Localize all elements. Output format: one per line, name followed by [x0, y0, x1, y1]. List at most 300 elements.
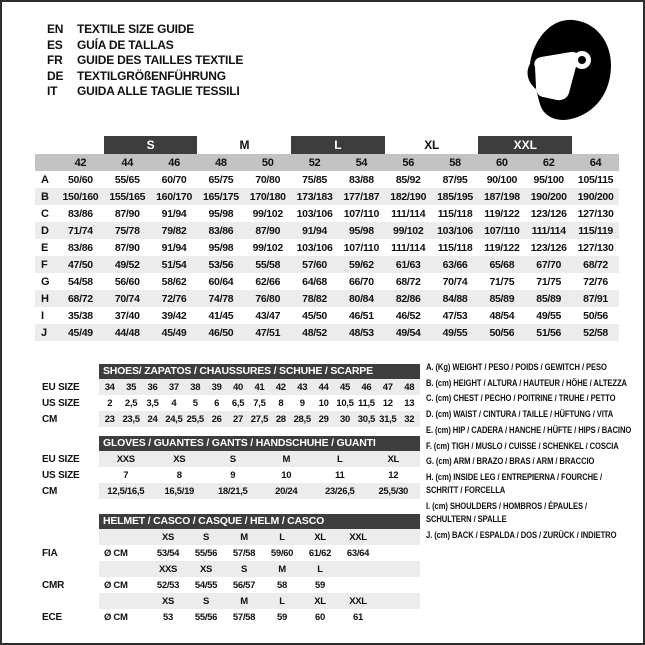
- racing-helmet-icon: [521, 17, 614, 124]
- value-cell: 38: [185, 379, 206, 395]
- helmet-size-table: [35, 529, 420, 625]
- size-cell: XXL: [339, 593, 377, 609]
- value-cell: 62/66: [255, 275, 281, 288]
- legend-item-line: F. (cm) TIGH / MUSLO / CUISSE / SCHENKEL / COSCIA: [426, 440, 619, 452]
- value-cell: 63/64: [346, 547, 370, 559]
- standard-label: CMR: [42, 579, 65, 591]
- value-cell: 7,5: [253, 397, 266, 409]
- row-label: [35, 529, 99, 545]
- value-cell: 26: [206, 411, 227, 427]
- value-cell: 76/80: [244, 290, 291, 307]
- value-cell: 46/50: [197, 324, 244, 341]
- measurement-row: [35, 188, 619, 205]
- size-cell: 56: [385, 154, 432, 171]
- language-row: [47, 38, 243, 54]
- value-cell: 27,5: [249, 411, 270, 427]
- filler-cell: [377, 561, 420, 577]
- size-row: [35, 379, 420, 395]
- language-title: TEXTILGRÖßENFÜHRUNG: [77, 68, 226, 83]
- value-cell: 48/52: [291, 324, 338, 341]
- helmet-section-title: HELMET / CASCO / CASQUE / HELM / CASCO: [99, 514, 420, 529]
- value-cell: 49/54: [385, 324, 432, 341]
- value-cell: 91/94: [161, 241, 187, 254]
- value-cell: 87/91: [572, 290, 619, 307]
- row-label: EU SIZE: [42, 381, 80, 393]
- gloves-section: [35, 436, 420, 499]
- value-cell: 8: [176, 469, 182, 481]
- language-title: GUIDA ALLE TAGLIE TESSILI: [77, 84, 240, 98]
- value-cell: 119/122: [484, 241, 520, 254]
- value-cell: 99/102: [252, 207, 283, 220]
- value-cell: 24: [142, 411, 163, 427]
- value-cell: 70/74: [442, 275, 468, 288]
- row-label: US SIZE: [42, 397, 80, 409]
- value-cell: 45/50: [302, 309, 327, 322]
- value-cell: 83/88: [348, 173, 374, 186]
- size-cell: 48: [197, 154, 244, 171]
- value-cell: 44: [313, 379, 334, 395]
- legend-item-line: E. (cm) HIP / CADERA / HANCHE / HÜFTE / HIPS / BACINO: [426, 424, 632, 436]
- value-cell: 83/86: [68, 241, 93, 254]
- value-cell: 85/89: [478, 290, 525, 307]
- value-cell: 11: [335, 469, 345, 481]
- value-cell: 34: [99, 379, 120, 395]
- helmet-values-row: [35, 609, 420, 625]
- size-row-spacer: [35, 154, 57, 171]
- value-cell: 12: [382, 397, 393, 409]
- value-cell: 59/62: [338, 256, 385, 273]
- value-cell: 29: [313, 411, 334, 427]
- value-cell: 99/102: [252, 241, 283, 254]
- value-cell: 4: [171, 397, 177, 409]
- value-cell: 67/70: [525, 256, 572, 273]
- value-cell: 32: [398, 411, 420, 427]
- language-row: [47, 84, 243, 100]
- value-cell: 60: [315, 611, 325, 623]
- value-cell: 50/56: [478, 324, 525, 341]
- size-cell: XXL: [339, 529, 377, 545]
- value-cell: 51/54: [151, 256, 198, 273]
- filler-cell: [377, 609, 420, 625]
- value-cell: 55/58: [244, 256, 291, 273]
- value-cell: 9: [299, 397, 305, 409]
- value-cell: 111/114: [391, 241, 426, 254]
- value-cell: 115/118: [437, 207, 473, 220]
- row-label: CM: [42, 413, 58, 425]
- value-cell: 16,5/19: [153, 483, 207, 499]
- value-cell: 23,5: [120, 411, 141, 427]
- filler-cell: [377, 529, 420, 545]
- size-group-spacer: [572, 135, 619, 154]
- language-title: GUIDE DES TAILLES TEXTILE: [77, 53, 244, 67]
- language-code: FR: [47, 53, 63, 67]
- legend-item: [426, 408, 642, 421]
- value-cell: 48: [398, 379, 420, 395]
- size-row: [35, 395, 420, 411]
- size-cell: XS: [149, 529, 187, 545]
- size-cell: 60: [478, 154, 525, 171]
- value-cell: 46/51: [348, 309, 374, 322]
- value-cell: L: [313, 451, 367, 467]
- size-group-cell: [478, 135, 572, 154]
- value-cell: 71/75: [489, 275, 515, 288]
- size-cell: XS: [149, 593, 187, 609]
- legend-item-line: B. (cm) HEIGHT / ALTURA / HAUTEUR / HÖHE / ALTEZZA: [426, 377, 627, 389]
- value-cell: 30: [334, 411, 355, 427]
- value-cell: 90/100: [486, 173, 518, 186]
- legend-item-line: SCHRITT / FORCELLA: [426, 485, 506, 497]
- value-cell: 2: [107, 397, 113, 409]
- value-cell: 54/55: [194, 579, 218, 591]
- value-cell: 173/183: [291, 188, 338, 205]
- value-cell: 55/56: [194, 547, 218, 559]
- value-cell: 95/98: [208, 241, 234, 254]
- size-cell: 42: [57, 154, 104, 171]
- value-cell: 50/60: [68, 173, 93, 186]
- value-cell: 20/24: [260, 483, 314, 499]
- value-cell: 115/118: [437, 241, 473, 254]
- helmet-sizes-row: [35, 561, 420, 577]
- helmet-sizes-row: [35, 593, 420, 609]
- value-cell: 59/60: [270, 547, 294, 559]
- value-cell: 47: [377, 379, 398, 395]
- legend-item: [426, 455, 642, 468]
- value-cell: 187/198: [478, 188, 525, 205]
- size-cell: [339, 561, 377, 577]
- value-cell: 42: [270, 379, 291, 395]
- value-cell: 66/70: [348, 275, 374, 288]
- measurement-row: [35, 324, 619, 341]
- legend-item: [426, 440, 642, 453]
- value-cell: 115/119: [572, 222, 619, 239]
- size-cell: 54: [338, 154, 385, 171]
- language-row: [47, 69, 243, 85]
- value-cell: 85/89: [525, 290, 572, 307]
- unit-cell: Ø CM: [104, 611, 128, 623]
- value-cell: 45: [334, 379, 355, 395]
- size-number-row: [35, 154, 619, 171]
- legend-item: [426, 500, 642, 526]
- value-cell: 105/115: [577, 173, 614, 186]
- value-cell: 5: [192, 397, 198, 409]
- language-row: [47, 22, 243, 38]
- value-cell: 177/187: [338, 188, 385, 205]
- measurement-row: [35, 222, 619, 239]
- value-cell: 49/55: [536, 309, 562, 322]
- legend-item-line: D. (cm) WAIST / CINTURA / TAILLE / HÜFTUNG / VITA: [426, 409, 614, 421]
- size-row: [35, 451, 420, 467]
- value-cell: 44/48: [104, 324, 151, 341]
- value-cell: 87/95: [442, 173, 468, 186]
- size-cell: M: [225, 529, 263, 545]
- helmet-values-row: [35, 577, 420, 593]
- unit-cell: Ø CM: [104, 547, 128, 559]
- filler-cell: [377, 577, 420, 593]
- value-cell: 95/98: [338, 222, 385, 239]
- value-cell: 71/75: [536, 275, 562, 288]
- helmet-values-row: [35, 545, 420, 561]
- value-cell: 6: [214, 397, 220, 409]
- value-cell: 95/98: [208, 207, 234, 220]
- unit-cell: Ø CM: [104, 579, 128, 591]
- value-cell: 59: [277, 611, 287, 623]
- value-cell: 70/74: [104, 290, 151, 307]
- value-cell: 57/58: [232, 547, 256, 559]
- value-cell: 31,5: [377, 411, 398, 427]
- value-cell: 79/82: [151, 222, 198, 239]
- unit-cell: [99, 529, 149, 545]
- value-cell: 12,5/16,5: [99, 483, 153, 499]
- value-cell: 84/88: [432, 290, 479, 307]
- value-cell: 80/84: [338, 290, 385, 307]
- value-cell: 68/72: [395, 275, 421, 288]
- value-cell: 39/42: [161, 309, 187, 322]
- row-letter: J: [35, 324, 57, 341]
- value-cell: 61/63: [385, 256, 432, 273]
- value-cell: 170/180: [244, 188, 291, 205]
- row-letter: A: [41, 173, 49, 186]
- value-cell: 9: [230, 469, 236, 481]
- size-group-cell: [385, 135, 479, 154]
- value-cell: 60/64: [208, 275, 234, 288]
- value-cell: 64/68: [302, 275, 327, 288]
- size-group-label: L: [291, 136, 385, 154]
- value-cell: 52/58: [572, 324, 619, 341]
- value-cell: 107/110: [343, 207, 380, 220]
- measurement-legend: [426, 361, 642, 544]
- value-cell: 45/49: [151, 324, 198, 341]
- value-cell: 23: [99, 411, 120, 427]
- unit-cell: [99, 561, 149, 577]
- value-cell: 55/65: [114, 173, 140, 186]
- size-group-label: S: [104, 136, 198, 154]
- filler-cell: [377, 593, 420, 609]
- size-cell: XXS: [149, 561, 187, 577]
- value-cell: 127/130: [577, 241, 614, 254]
- value-cell: 185/195: [432, 188, 479, 205]
- measurement-row: [35, 256, 619, 273]
- value-cell: 48/54: [489, 309, 515, 322]
- value-cell: 2,5: [124, 397, 138, 409]
- value-cell: 103/106: [296, 241, 333, 254]
- value-cell: S: [206, 451, 260, 467]
- size-cell: L: [263, 593, 301, 609]
- value-cell: 58: [277, 579, 287, 591]
- legend-item: [426, 471, 642, 497]
- shoes-section-title: SHOES/ ZAPATOS / CHAUSSURES / SCHUHE / SCARPE: [99, 364, 420, 379]
- filler-cell: [377, 545, 420, 561]
- value-cell: 182/190: [385, 188, 432, 205]
- language-code: IT: [47, 84, 58, 98]
- value-cell: 49/52: [104, 256, 151, 273]
- row-label: [35, 561, 99, 577]
- value-cell: 37/40: [114, 309, 140, 322]
- row-label: CM: [42, 485, 58, 497]
- value-cell: 74/78: [197, 290, 244, 307]
- row-letter: G: [41, 275, 50, 288]
- gloves-section-title: GLOVES / GUANTES / GANTS / HANDSCHUHE / GUANTI: [99, 436, 420, 451]
- standard-label: FIA: [42, 547, 58, 559]
- value-cell: 72/76: [583, 275, 608, 288]
- size-cell: XL: [301, 593, 339, 609]
- value-cell: 72/76: [151, 290, 198, 307]
- value-cell: 52/53: [156, 579, 180, 591]
- value-cell: 11,5: [358, 397, 375, 409]
- value-cell: 49/55: [432, 324, 479, 341]
- value-cell: 54/58: [68, 275, 93, 288]
- value-cell: 123/126: [530, 241, 567, 254]
- value-cell: 155/165: [104, 188, 151, 205]
- value-cell: 107/110: [343, 241, 380, 254]
- value-cell: 58/62: [161, 275, 187, 288]
- value-cell: 91/94: [161, 207, 187, 220]
- size-cell: M: [225, 593, 263, 609]
- measurement-row: [35, 307, 619, 324]
- value-cell: 37: [163, 379, 184, 395]
- value-cell: 53/56: [197, 256, 244, 273]
- measurement-row: [35, 290, 619, 307]
- value-cell: 28,5: [292, 411, 313, 427]
- value-cell: 107/110: [478, 222, 525, 239]
- size-group-cell: [104, 135, 198, 154]
- value-cell: 61: [353, 611, 363, 623]
- size-cell: S: [225, 561, 263, 577]
- language-code: ES: [47, 37, 63, 52]
- row-letter: D: [35, 222, 57, 239]
- value-cell: 47/53: [442, 309, 468, 322]
- value-cell: 35/38: [68, 309, 93, 322]
- value-cell: 87/90: [244, 222, 291, 239]
- value-cell: 40: [227, 379, 248, 395]
- value-cell: 103/106: [432, 222, 479, 239]
- value-cell: 111/114: [525, 222, 572, 239]
- row-letter: H: [35, 290, 57, 307]
- value-cell: 47/51: [244, 324, 291, 341]
- value-cell: 83/86: [197, 222, 244, 239]
- value-cell: 127/130: [577, 207, 614, 220]
- value-cell: 95/100: [533, 173, 564, 186]
- size-cell: 50: [244, 154, 291, 171]
- language-title: GUÍA DE TALLAS: [77, 37, 174, 52]
- value-cell: 12: [388, 469, 399, 481]
- value-cell: 190/200: [525, 188, 572, 205]
- legend-item-line: SCHULTERN / SPALLE: [426, 514, 507, 526]
- value-cell: 23/26,5: [313, 483, 367, 499]
- value-cell: 59: [315, 579, 325, 591]
- value-cell: 13: [404, 397, 415, 409]
- row-label: US SIZE: [42, 469, 80, 481]
- value-cell: 68/72: [57, 290, 104, 307]
- legend-item: [426, 361, 642, 374]
- helmet-sizes-row: [35, 529, 420, 545]
- legend-item-line: I. (cm) SHOULDERS / HOMBROS / ÉPAULES /: [426, 500, 588, 512]
- size-group-row: [35, 135, 619, 154]
- measurement-row: [35, 205, 619, 222]
- value-cell: 68/72: [572, 256, 619, 273]
- size-row: [35, 411, 420, 427]
- value-cell: 41: [249, 379, 270, 395]
- size-group-label: XL: [424, 137, 439, 152]
- value-cell: XS: [153, 451, 207, 467]
- value-cell: 85/92: [395, 173, 421, 186]
- size-group-spacer: [35, 135, 104, 154]
- value-cell: XL: [367, 451, 421, 467]
- value-cell: 24,5: [163, 411, 184, 427]
- shoes-size-table: [35, 379, 420, 427]
- value-cell: 39: [206, 379, 227, 395]
- value-cell: 87/90: [114, 241, 140, 254]
- value-cell: 6,5: [231, 397, 245, 409]
- value-cell: 65/75: [208, 173, 234, 186]
- value-cell: 46: [356, 379, 377, 395]
- row-letter: F: [35, 256, 57, 273]
- value-cell: 190/200: [572, 188, 619, 205]
- size-cell: L: [263, 529, 301, 545]
- value-cell: 60/70: [161, 173, 187, 186]
- value-cell: 82/86: [385, 290, 432, 307]
- legend-item: [426, 377, 642, 390]
- size-cell: 46: [151, 154, 198, 171]
- value-cell: 10: [281, 469, 292, 481]
- measurement-row: [35, 239, 619, 256]
- value-cell: 8: [278, 397, 284, 409]
- language-code: EN: [47, 22, 64, 36]
- value-cell: 56/57: [232, 579, 256, 591]
- language-code: DE: [47, 68, 64, 83]
- value-cell: 35: [120, 379, 141, 395]
- value-cell: XXS: [99, 451, 153, 467]
- value-cell: 53: [163, 611, 173, 623]
- value-cell: 53/54: [156, 547, 180, 559]
- value-cell: M: [260, 451, 314, 467]
- value-cell: 103/106: [296, 207, 333, 220]
- value-cell: 71/74: [57, 222, 104, 239]
- value-cell: 36: [142, 379, 163, 395]
- value-cell: 41/45: [208, 309, 234, 322]
- value-cell: 57/60: [291, 256, 338, 273]
- size-cell: XL: [301, 529, 339, 545]
- size-cell: S: [187, 529, 225, 545]
- value-cell: 48/53: [338, 324, 385, 341]
- value-cell: 47/50: [57, 256, 104, 273]
- size-cell: 62: [525, 154, 572, 171]
- value-cell: 78/82: [291, 290, 338, 307]
- value-cell: 70/80: [255, 173, 281, 186]
- row-label: EU SIZE: [42, 453, 80, 465]
- measurement-row: [35, 273, 619, 290]
- measurement-row: [35, 171, 619, 188]
- legend-item: [426, 424, 642, 437]
- size-row: [35, 483, 420, 499]
- legend-item-line: C. (cm) CHEST / PECHO / POITRINE / TRUHE / PETTO: [426, 393, 616, 405]
- value-cell: 43: [292, 379, 313, 395]
- value-cell: 27: [227, 411, 248, 427]
- value-cell: 75/78: [104, 222, 151, 239]
- row-letter: C: [41, 207, 49, 220]
- legend-item-line: H. (cm) INSIDE LEG / ENTREPIERNA / FOURCHE /: [426, 471, 603, 483]
- size-cell: 58: [432, 154, 479, 171]
- language-list: [47, 22, 243, 100]
- value-cell: 55/56: [194, 611, 218, 623]
- value-cell: [339, 577, 377, 593]
- value-cell: 150/160: [57, 188, 104, 205]
- value-cell: 51/56: [525, 324, 572, 341]
- row-label: [35, 593, 99, 609]
- standard-label: ECE: [42, 611, 62, 623]
- value-cell: 10: [318, 397, 329, 409]
- value-cell: 65/68: [478, 256, 525, 273]
- value-cell: 46/52: [395, 309, 421, 322]
